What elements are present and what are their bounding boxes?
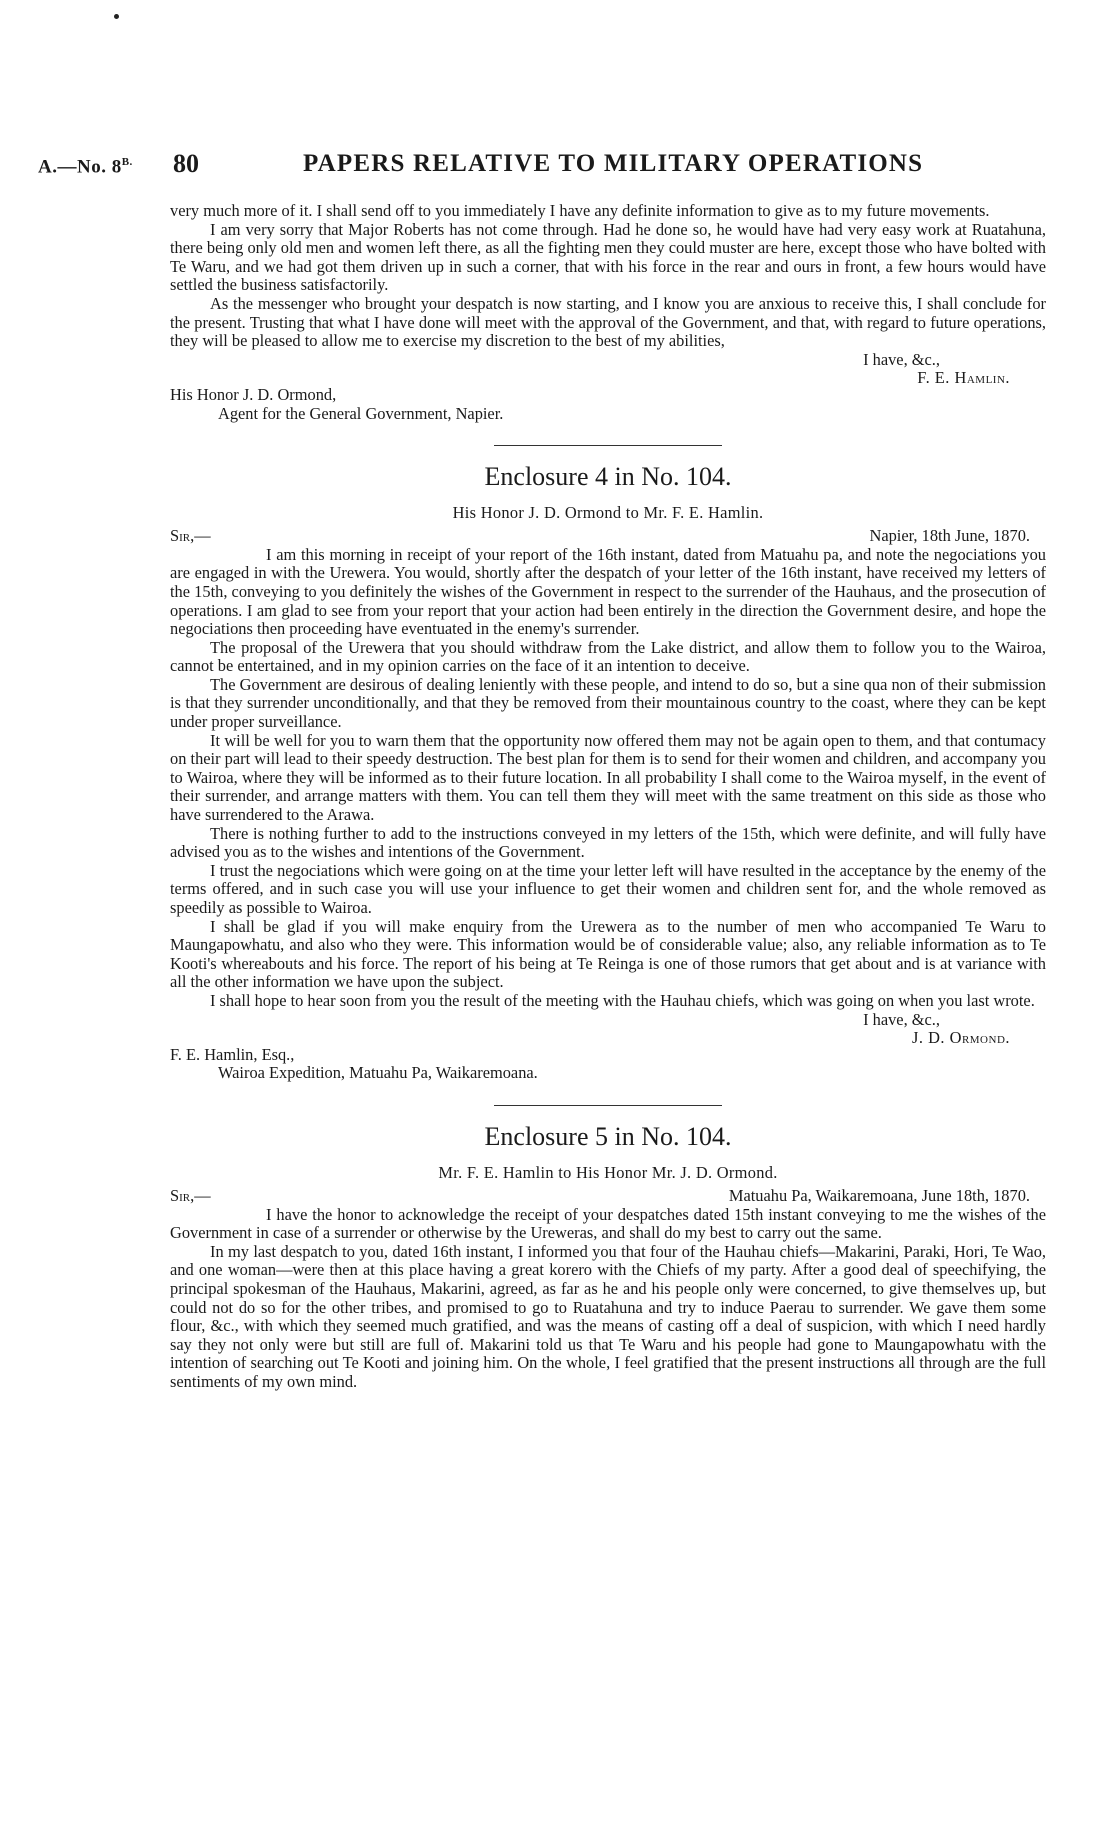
running-title: PAPERS RELATIVE TO MILITARY OPERATIONS xyxy=(303,150,924,177)
addressee-location: Wairoa Expedition, Matuahu Pa, Waikaremoana. xyxy=(218,1063,538,1083)
section-divider xyxy=(494,445,722,446)
printer-dot xyxy=(114,14,119,19)
paragraph: very much more of it. I shall send off to you immediately I have any definite information to give as to my future movements. xyxy=(170,201,990,220)
dateline: Matuahu Pa, Waikaremoana, June 18th, 1870. xyxy=(728,1185,1030,1205)
dateline: Napier, 18th June, 1870. xyxy=(869,525,1030,545)
salutation: Sir,— xyxy=(170,1185,211,1205)
signature: J. D. Ormond. xyxy=(912,1028,1010,1048)
paragraph: The proposal of the Urewera that you should withdraw from the Lake district, and allow them to follow you to the Wairoa, cannot be entertained, and in my opinion carries on the face of it an intention to deceive. xyxy=(170,637,1046,676)
section-divider xyxy=(494,1105,722,1106)
salutation-row xyxy=(170,527,1046,546)
paragraph: I trust the negociations which were going on at the time your letter left will have resulted in the acceptance by the enemy of the terms offered, and in such case you will use your influence to get their women and children sent for, and the whole removed as speedily as possible to Wairoa. xyxy=(170,860,1046,917)
paragraph: It will be well for you to warn them that the opportunity now offered them may not be again open to them, and that contumacy on their part will lead to their speedy destruction. The best plan for them is to send for their women and children, and accompany you to Wairoa, where they will be informed as to their future location. In all probability I shall come to the Wairoa myself, in the event of their surrender, and arrange matters with them. You can tell them they will meet with the same treatment on this side as those who have surrendered to the Arawa. xyxy=(170,730,1046,825)
paragraph: There is nothing further to add to the instructions conveyed in my letters of the 15th, which were definite, and will fully have advised you as to the wishes and intentions of the Government. xyxy=(170,823,1046,862)
signature: F. E. Hamlin. xyxy=(917,368,1010,388)
paragraph: I am this morning in receipt of your report of the 16th instant, dated from Matuahu pa, and note the negociations you are engaged in with the Urewera. You would, shortly after the despatch of your letter of the 16th instant, have received my letters of the 15th, conveying to you definitely the wishes of the Government in respect to the surrender of the Hauhaus, and the prosecution of operations. I am glad to see from your report that your action had been entirely in the direction the Government desire, and hope the negociations then proceeding have eventuated in the enemy's surrender. xyxy=(170,544,1046,639)
paragraph: I have the honor to acknowledge the receipt of your despatches dated 15th instant conveying to me the wishes of the Government in case of a surrender or otherwise by the Ureweras, and shall do my best to carry out the same. xyxy=(170,1204,1046,1243)
paragraph: I shall hope to hear soon from you the result of the meeting with the Hauhau chiefs, which was going on when you last wrote. xyxy=(210,990,1035,1010)
paragraph: As the messenger who brought your despatch is now starting, and I know you are anxious to receive this, I shall conclude for the present. Trusting that what I have done will meet with the approval of the Government, and that, with regard to future operations, they will be pleased to allow me to exercise my discretion to the best of my abilities, xyxy=(170,293,1046,351)
addressee-name: F. E. Hamlin, Esq., xyxy=(170,1044,295,1064)
addressee-name: His Honor J. D. Ormond, xyxy=(170,384,337,404)
enclosure-title: Enclosure 5 in No. 104. xyxy=(484,1121,732,1151)
enclosure-title: Enclosure 4 in No. 104. xyxy=(484,462,732,492)
closing-phrase: I have, &c., xyxy=(863,1009,940,1029)
enclosure-subtitle: Mr. F. E. Hamlin to His Honor Mr. J. D. Ormond. xyxy=(438,1162,778,1182)
paragraph: I shall be glad if you will make enquiry from the Urewera as to the number of men who accompanied Te Waru to Maungapowhatu, and also who they were. This information would be of considerable value; also, any reliable information as to Te Kooti's whereabouts and his force. The report of his being at Te Reinga is one of those rumors that get about and is at variance with all the other information we have upon the subject. xyxy=(170,916,1046,992)
enclosure-subtitle: His Honor J. D. Ormond to Mr. F. E. Hamlin. xyxy=(452,503,764,523)
document-reference: A.—No. $8^{B.}$ xyxy=(38,156,133,178)
paragraph: The Government are desirous of dealing leniently with these people, and intend to do so, but a sine qua non of their submission is that they surrender unconditionally, and that they be removed from their mountainous country to the coast, where they can be kept under proper surveillance. xyxy=(170,674,1046,732)
salutation: Sir,— xyxy=(170,525,211,545)
page-number: 80 xyxy=(173,149,199,178)
page-header xyxy=(38,148,1038,182)
salutation-row xyxy=(170,1187,1046,1206)
paragraph: In my last despatch to you, dated 16th instant, I informed you that four of the Hauhau chiefs—Makarini, Paraki, Hori, Te Wao, and one woman—were then at this place having a great korero with the Chiefs of my party. After a good deal of speechifying, the principal spokesman of the Hauhaus, Makarini, agreed, as far as he and his people only were concerned, to give themselves up, but could not do so for the other tribes, and promised to go to Ruatahuna and try to induce Paerau to surrender. We gave them some flour, &c., with which they seemed much gratified, and was the means of casting off a deal of suspicion, with which I need hardly say they not only were but still are full of. Makarini told us that Te Waru and his people had gone to Maungapowhatu with the intention of searching out Te Kooti and joining him. On the whole, I feel gratified that the present instructions all through are the full sentiments of my own mind. xyxy=(170,1241,1046,1391)
addressee-block xyxy=(170,1046,1046,1083)
letter-signoff xyxy=(170,351,1046,388)
addressee-block xyxy=(170,386,1046,423)
addressee-location: Agent for the General Government, Napier. xyxy=(218,403,504,423)
closing-phrase: I have, &c., xyxy=(863,349,940,369)
page-content xyxy=(170,202,1046,1391)
paragraph: I am very sorry that Major Roberts has not come through. Had he done so, he would have had very easy work at Ruatahuna, there being only old men and women left there, as all the fighting men they could muster are here, except those who have bolted with Te Waru, and we had got them driven up in such a corner, that with his force in the rear and ours in front, a few hours would have settled the business satisfactorily. xyxy=(170,219,1046,295)
letter-signoff xyxy=(170,1011,1046,1048)
